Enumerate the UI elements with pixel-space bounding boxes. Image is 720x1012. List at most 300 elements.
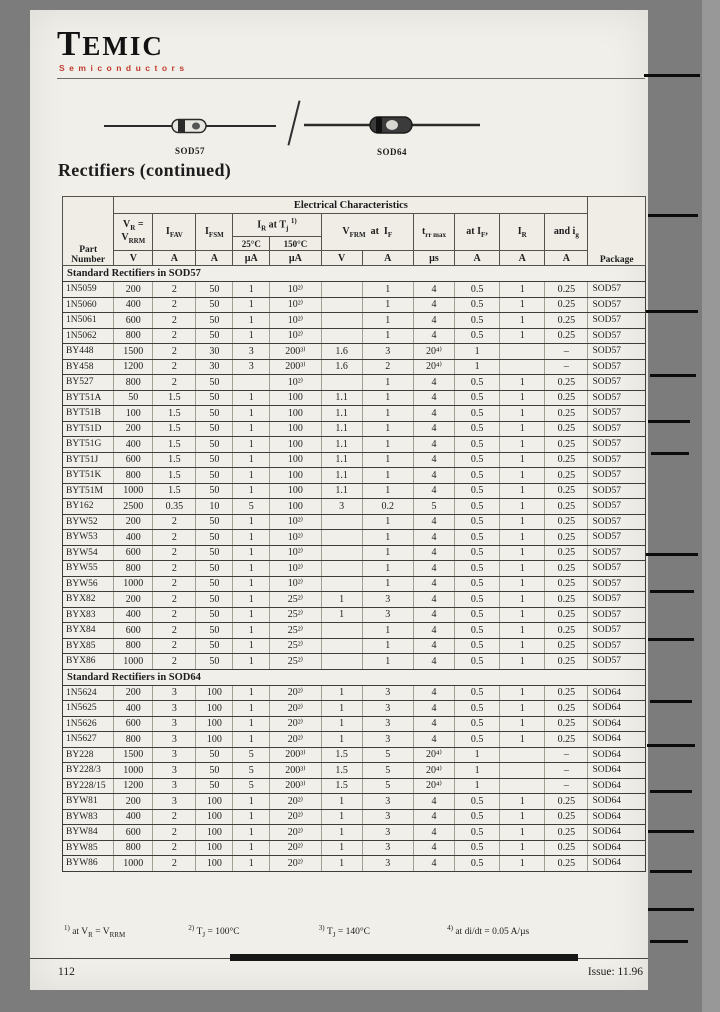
value-cell: 1.5 [153, 421, 196, 437]
table-row [63, 530, 646, 546]
value-cell: 3 [153, 716, 196, 732]
value-cell: 0.5 [454, 437, 499, 453]
value-cell: 200³⁾ [270, 763, 321, 779]
value-cell: 10²⁾ [270, 530, 321, 546]
value-cell: 0.5 [454, 545, 499, 561]
table-row [63, 359, 646, 375]
value-cell: 1000 [114, 763, 153, 779]
value-cell: 4 [413, 545, 454, 561]
value-cell: 0.5 [454, 499, 499, 515]
value-cell: 1 [233, 856, 270, 872]
value-cell: – [545, 359, 588, 375]
value-cell: 0.5 [454, 561, 499, 577]
value-cell: 0.5 [454, 514, 499, 530]
value-cell: 400 [114, 809, 153, 825]
value-cell: 1000 [114, 483, 153, 499]
value-cell: 3 [153, 763, 196, 779]
value-cell: 1.5 [153, 390, 196, 406]
value-cell: 1 [233, 452, 270, 468]
value-cell: 10²⁾ [270, 282, 321, 298]
value-cell: 0.25 [545, 607, 588, 623]
table-row [63, 483, 646, 499]
value-cell: 1 [362, 545, 413, 561]
value-cell: 1 [500, 313, 545, 329]
value-cell: 1 [233, 701, 270, 717]
col-header-ifsm: $I_{FSM}$ [196, 214, 233, 251]
scan-artifact [648, 420, 690, 423]
value-cell: 4 [413, 328, 454, 344]
table-row [63, 375, 646, 391]
table-row [63, 545, 646, 561]
package-cell: SOD57 [588, 359, 646, 375]
package-cell: SOD57 [588, 607, 646, 623]
package-cell: SOD57 [588, 390, 646, 406]
value-cell: 800 [114, 638, 153, 654]
value-cell: 2 [153, 545, 196, 561]
value-cell: 0.25 [545, 452, 588, 468]
value-cell: 50 [196, 778, 233, 794]
value-cell: 1.1 [321, 483, 362, 499]
value-cell: 1200 [114, 778, 153, 794]
unit-a-ir: A [500, 251, 545, 266]
part-number-cell: BY228/3 [63, 763, 114, 779]
value-cell: 1 [500, 437, 545, 453]
value-cell: 10²⁾ [270, 545, 321, 561]
value-cell: 0.25 [545, 468, 588, 484]
value-cell: 1 [500, 701, 545, 717]
value-cell: 1 [233, 685, 270, 701]
value-cell: 5 [362, 747, 413, 763]
value-cell: 1.1 [321, 390, 362, 406]
table-row [63, 390, 646, 406]
value-cell: 2 [153, 514, 196, 530]
value-cell: 1 [362, 530, 413, 546]
value-cell: 1 [500, 654, 545, 670]
value-cell [321, 530, 362, 546]
value-cell: 50 [196, 607, 233, 623]
value-cell: 1 [500, 530, 545, 546]
value-cell: 0.25 [545, 809, 588, 825]
value-cell: 1 [500, 716, 545, 732]
value-cell: 1 [500, 282, 545, 298]
value-cell: 20⁴⁾ [413, 763, 454, 779]
table-row [63, 809, 646, 825]
value-cell: 1 [362, 282, 413, 298]
scan-artifact [651, 452, 689, 455]
value-cell: 2 [153, 809, 196, 825]
value-cell: 50 [196, 390, 233, 406]
table-row [63, 452, 646, 468]
value-cell: 0.25 [545, 282, 588, 298]
package-cell: SOD64 [588, 840, 646, 856]
value-cell: 1 [321, 716, 362, 732]
value-cell: 1.5 [153, 437, 196, 453]
value-cell: 4 [413, 421, 454, 437]
value-cell: 0.5 [454, 716, 499, 732]
part-number-cell: BYX86 [63, 654, 114, 670]
value-cell: 1 [500, 825, 545, 841]
package-cell: SOD57 [588, 297, 646, 313]
table-row [63, 685, 646, 701]
value-cell: 0.25 [545, 592, 588, 608]
value-cell: 0.25 [545, 421, 588, 437]
value-cell: 1000 [114, 856, 153, 872]
value-cell: 0.5 [454, 483, 499, 499]
package-cell: SOD64 [588, 747, 646, 763]
value-cell: 0.25 [545, 499, 588, 515]
value-cell: 50 [196, 328, 233, 344]
value-cell: 50 [196, 282, 233, 298]
value-cell: 20⁴⁾ [413, 344, 454, 360]
table-row [63, 825, 646, 841]
value-cell: 3 [362, 809, 413, 825]
value-cell: 1 [500, 297, 545, 313]
value-cell: 1 [233, 809, 270, 825]
value-cell: 3 [362, 592, 413, 608]
value-cell [321, 545, 362, 561]
value-cell: 1 [233, 654, 270, 670]
value-cell: 10²⁾ [270, 328, 321, 344]
value-cell: 100 [196, 794, 233, 810]
value-cell: 2 [153, 856, 196, 872]
header-rule [57, 78, 645, 79]
part-number-cell: BYW53 [63, 530, 114, 546]
scan-artifact [650, 590, 694, 593]
value-cell: 1 [233, 437, 270, 453]
part-number-cell: 1N5627 [63, 732, 114, 748]
value-cell: 1.1 [321, 437, 362, 453]
value-cell: 1 [233, 623, 270, 639]
part-number-cell: BY228 [63, 747, 114, 763]
scan-artifact [650, 700, 692, 703]
value-cell: 200 [114, 421, 153, 437]
value-cell: 1.1 [321, 452, 362, 468]
package-cell: SOD64 [588, 856, 646, 872]
value-cell: 5 [233, 747, 270, 763]
value-cell: 50 [196, 452, 233, 468]
value-cell: 1 [500, 794, 545, 810]
package-cell: SOD64 [588, 794, 646, 810]
value-cell: 3 [362, 344, 413, 360]
value-cell: 1 [233, 794, 270, 810]
value-cell: 1 [321, 685, 362, 701]
table-row [63, 421, 646, 437]
value-cell: 1 [233, 576, 270, 592]
value-cell: 2 [153, 344, 196, 360]
package-cell: SOD57 [588, 530, 646, 546]
value-cell: 1 [362, 483, 413, 499]
value-cell: 50 [196, 545, 233, 561]
value-cell: 5 [233, 778, 270, 794]
package-cell: SOD64 [588, 763, 646, 779]
col-header-ig: and $i_g$ [545, 214, 588, 251]
value-cell: 0.5 [454, 576, 499, 592]
value-cell: 100 [270, 499, 321, 515]
value-cell: 1 [500, 638, 545, 654]
value-cell: 1 [500, 375, 545, 391]
value-cell: 1 [233, 297, 270, 313]
value-cell: 0.25 [545, 328, 588, 344]
value-cell: 200 [114, 685, 153, 701]
value-cell: 50 [196, 468, 233, 484]
unit-v-vfrm: V [321, 251, 362, 266]
scan-artifact [648, 908, 694, 911]
col-header-ir-recovery: $I_R$ [500, 214, 545, 251]
value-cell: 1.5 [153, 483, 196, 499]
value-cell: 1 [500, 856, 545, 872]
value-cell: 1 [233, 840, 270, 856]
value-cell: 0.5 [454, 592, 499, 608]
value-cell: 4 [413, 561, 454, 577]
package-cell: SOD57 [588, 592, 646, 608]
value-cell: 4 [413, 468, 454, 484]
table-row [63, 856, 646, 872]
value-cell: 1 [321, 592, 362, 608]
value-cell [321, 514, 362, 530]
value-cell: 0.25 [545, 514, 588, 530]
value-cell: 2 [153, 328, 196, 344]
value-cell: 25²⁾ [270, 638, 321, 654]
value-cell: 1 [454, 763, 499, 779]
table-row [63, 576, 646, 592]
value-cell: 3 [153, 794, 196, 810]
unit-v: V [114, 251, 153, 266]
value-cell: 10²⁾ [270, 375, 321, 391]
value-cell: 1 [233, 530, 270, 546]
package-figure-sod57 [100, 112, 280, 156]
value-cell: 1 [454, 344, 499, 360]
value-cell: 1 [233, 483, 270, 499]
value-cell [321, 654, 362, 670]
value-cell: 2 [153, 623, 196, 639]
table-row [63, 638, 646, 654]
value-cell: 1 [321, 840, 362, 856]
value-cell: 4 [413, 390, 454, 406]
value-cell [500, 344, 545, 360]
package-cell: SOD57 [588, 328, 646, 344]
value-cell: 4 [413, 716, 454, 732]
value-cell: 0.5 [454, 701, 499, 717]
col-header-vr: $V_R$ = $V_{RRM}$ [114, 214, 153, 251]
value-cell: 20⁴⁾ [413, 359, 454, 375]
value-cell: 0.5 [454, 685, 499, 701]
package-cell: SOD64 [588, 809, 646, 825]
value-cell: 10²⁾ [270, 561, 321, 577]
value-cell: 0.5 [454, 794, 499, 810]
value-cell: 1 [233, 406, 270, 422]
value-cell: 1 [233, 282, 270, 298]
table-row [63, 297, 646, 313]
scan-artifact [648, 830, 694, 833]
part-number-cell: 1N5625 [63, 701, 114, 717]
package-cell: SOD57 [588, 483, 646, 499]
value-cell: 0.25 [545, 732, 588, 748]
value-cell: 0.25 [545, 623, 588, 639]
value-cell: 50 [196, 437, 233, 453]
value-cell: 25²⁾ [270, 592, 321, 608]
value-cell: 100 [270, 468, 321, 484]
value-cell: 1500 [114, 747, 153, 763]
unit-a-atif: A [454, 251, 499, 266]
value-cell: 1.5 [153, 468, 196, 484]
value-cell: 1000 [114, 654, 153, 670]
part-number-cell: BYX84 [63, 623, 114, 639]
value-cell: 0.25 [545, 576, 588, 592]
part-number-cell: 1N5061 [63, 313, 114, 329]
value-cell: 100 [196, 701, 233, 717]
package-cell: SOD57 [588, 499, 646, 515]
value-cell: 1.1 [321, 406, 362, 422]
unit-a-if: A [362, 251, 413, 266]
value-cell: 1 [233, 716, 270, 732]
table-row [63, 561, 646, 577]
value-cell: 1 [362, 468, 413, 484]
part-number-cell: BYT51K [63, 468, 114, 484]
value-cell: 600 [114, 545, 153, 561]
value-cell: 1 [233, 732, 270, 748]
unit-a-ifav: A [153, 251, 196, 266]
value-cell: 3 [321, 499, 362, 515]
value-cell: 400 [114, 530, 153, 546]
value-cell: 20²⁾ [270, 809, 321, 825]
table-row [63, 468, 646, 484]
value-cell [500, 778, 545, 794]
value-cell: 1 [362, 297, 413, 313]
value-cell: 100 [270, 406, 321, 422]
part-number-cell: BYT51A [63, 390, 114, 406]
package-cell: SOD64 [588, 701, 646, 717]
part-number-cell: BYW52 [63, 514, 114, 530]
package-cell: SOD57 [588, 623, 646, 639]
value-cell: 0.5 [454, 468, 499, 484]
value-cell: 1 [362, 313, 413, 329]
col-header-ir-25c: 25°C [233, 237, 270, 251]
value-cell: 50 [196, 623, 233, 639]
value-cell: – [545, 763, 588, 779]
value-cell: 1 [233, 545, 270, 561]
value-cell: 20²⁾ [270, 716, 321, 732]
package-cell: SOD57 [588, 421, 646, 437]
value-cell: 1 [500, 592, 545, 608]
diode-sod57-icon [100, 112, 280, 140]
value-cell: 4 [413, 701, 454, 717]
value-cell: 1 [500, 390, 545, 406]
value-cell [321, 561, 362, 577]
package-cell: SOD57 [588, 282, 646, 298]
value-cell: 2500 [114, 499, 153, 515]
value-cell: 1 [233, 421, 270, 437]
issue-label: Issue: 11.96 [587, 966, 643, 978]
value-cell: 0.25 [545, 825, 588, 841]
part-number-cell: BYX82 [63, 592, 114, 608]
page-title: Rectifiers (continued) [58, 160, 232, 180]
value-cell: 2 [153, 297, 196, 313]
value-cell: 0.5 [454, 654, 499, 670]
table-row [63, 794, 646, 810]
unit-ua-150: µA [270, 251, 321, 266]
value-cell: 1 [500, 499, 545, 515]
figure-label-sod64: SOD64 [376, 147, 407, 157]
value-cell: 50 [196, 747, 233, 763]
footnote-2: $^{2)}$ $T_J = 100^\circ C$ [188, 924, 240, 940]
value-cell: 0.25 [545, 794, 588, 810]
value-cell: 1 [362, 561, 413, 577]
value-cell: 1 [500, 809, 545, 825]
value-cell: 0.5 [454, 406, 499, 422]
value-cell: 10²⁾ [270, 313, 321, 329]
value-cell: 1 [362, 328, 413, 344]
package-cell: SOD64 [588, 716, 646, 732]
value-cell: 50 [196, 375, 233, 391]
package-cell: SOD64 [588, 732, 646, 748]
part-number-cell: BYW86 [63, 856, 114, 872]
table-row [63, 406, 646, 422]
value-cell: 4 [413, 406, 454, 422]
col-header-vfrm-at-if: $V_{FRM}$ at $I_F$ [321, 214, 413, 251]
value-cell: 0.5 [454, 638, 499, 654]
part-number-cell: BYT51J [63, 452, 114, 468]
value-cell: 50 [196, 561, 233, 577]
unit-a-ifsm: A [196, 251, 233, 266]
table-row [63, 732, 646, 748]
value-cell: 1500 [114, 344, 153, 360]
table-row [63, 747, 646, 763]
value-cell: 0.5 [454, 530, 499, 546]
package-cell: SOD57 [588, 313, 646, 329]
col-header-ir-at-tj: $I_R$ at $T_j$ $^{1)}$ [233, 214, 321, 237]
value-cell: 3 [153, 701, 196, 717]
value-cell: 3 [233, 344, 270, 360]
value-cell: 600 [114, 313, 153, 329]
value-cell: 0.25 [545, 654, 588, 670]
value-cell: 400 [114, 437, 153, 453]
col-header-ir-150c: 150°C [270, 237, 321, 251]
part-number-cell: BYW54 [63, 545, 114, 561]
value-cell: 100 [270, 452, 321, 468]
value-cell: 1 [362, 390, 413, 406]
package-cell: SOD64 [588, 825, 646, 841]
value-cell: 10²⁾ [270, 576, 321, 592]
scan-artifact [648, 638, 694, 641]
value-cell: 1 [321, 809, 362, 825]
value-cell: 0.5 [454, 732, 499, 748]
value-cell: 3 [153, 732, 196, 748]
value-cell: 1 [500, 406, 545, 422]
part-number-cell: BYW56 [63, 576, 114, 592]
part-number-cell: 1N5059 [63, 282, 114, 298]
value-cell: 1.5 [153, 406, 196, 422]
value-cell: 200³⁾ [270, 359, 321, 375]
scan-artifact [648, 214, 698, 217]
part-number-cell: BYT51M [63, 483, 114, 499]
package-cell: SOD57 [588, 638, 646, 654]
package-cell: SOD57 [588, 344, 646, 360]
value-cell: 0.25 [545, 297, 588, 313]
value-cell: 3 [362, 685, 413, 701]
part-number-cell: BY458 [63, 359, 114, 375]
value-cell: 3 [153, 778, 196, 794]
part-number-cell: BYT51D [63, 421, 114, 437]
value-cell: 1 [500, 732, 545, 748]
table-row [63, 763, 646, 779]
value-cell: 1 [500, 840, 545, 856]
part-number-cell: BYT51G [63, 437, 114, 453]
value-cell: 2 [153, 530, 196, 546]
value-cell: 0.25 [545, 561, 588, 577]
col-header-ifav: $I_{FAV}$ [153, 214, 196, 251]
table-row [63, 716, 646, 732]
footnote-4: $^{4)}$ at di/dt = 0.05 A/µs [447, 924, 530, 938]
